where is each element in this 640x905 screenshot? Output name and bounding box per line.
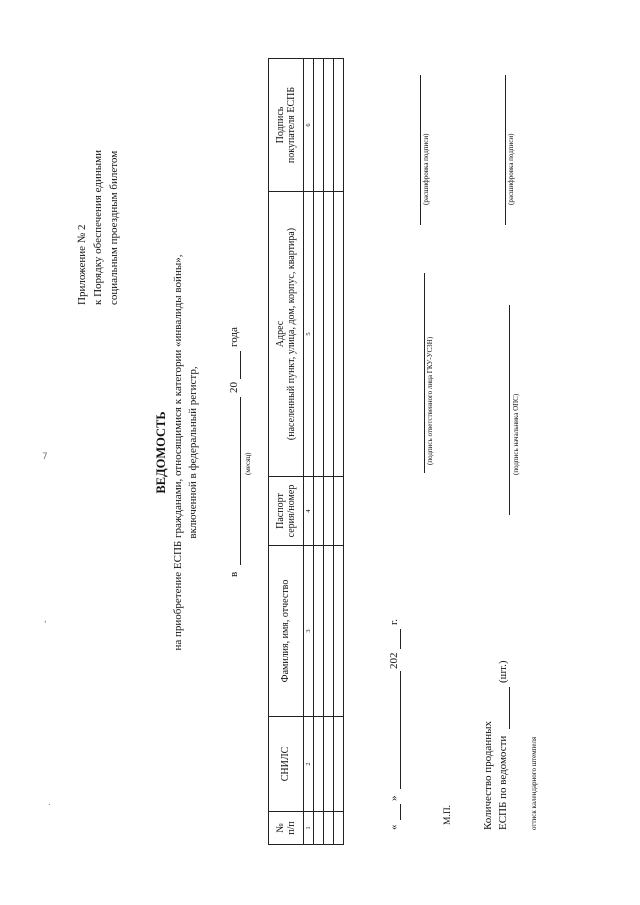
footer-day-blank [400,804,401,820]
table-cell[interactable] [324,546,334,717]
table-cell[interactable] [314,477,324,546]
table-header-row [269,59,304,845]
scan-mark: ' [44,620,47,630]
table-cell[interactable] [334,812,344,845]
table-cell[interactable] [334,477,344,546]
stamp-label: оттиск календарного штемпеля [530,736,538,830]
table-cell[interactable] [314,59,324,192]
month-hint: (месяц) [244,452,252,475]
date-prefix: в [228,571,240,577]
column-number: 6 [304,59,314,192]
appendix-line-1: Приложение № 2 [76,224,88,305]
decode-line-1 [420,75,421,225]
decode-label-2: (расшифровка подписи) [507,133,515,205]
page-number: 7 [42,452,48,462]
table-cell[interactable] [314,812,324,845]
form-table [268,58,344,845]
table-cell[interactable] [334,546,344,717]
footer-year-suffix: г. [388,618,400,625]
responsible-signature-label: (подпись ответственного лица ГКУ-УСЗН) [426,336,434,465]
table-cell[interactable] [314,192,324,477]
decode-line-2 [505,75,506,225]
table-cell[interactable] [324,59,334,192]
decode-label-1: (расшифровка подписи) [422,133,430,205]
count-label-line-1: Количество проданных [482,721,494,830]
table-cell[interactable] [334,192,344,477]
count-blank [509,687,510,729]
footer-month-blank [400,671,401,789]
table-cell[interactable] [314,717,324,812]
month-blank [240,397,241,565]
table-row [334,59,344,845]
count-label-line-2: ЕСПБ по ведомости [497,735,509,830]
table-cell[interactable] [314,546,324,717]
table-cell[interactable] [324,477,334,546]
table-number-row [304,59,314,845]
responsible-signature-line [424,273,425,473]
table-cell[interactable] [324,812,334,845]
count-unit: (шт.) [497,660,509,683]
chief-signature-line [509,305,510,515]
footer-date-close-quote: » [388,795,400,801]
column-number: 3 [304,546,314,717]
header-cell-index: № п/п [269,812,304,845]
year-suffix: года [228,327,240,347]
footer-year-prefix: 202 [388,652,400,669]
table-cell[interactable] [334,59,344,192]
subtitle-line-2: включенной в федеральный регистр, [187,366,199,539]
footer-year-blank [400,629,401,649]
table-cell[interactable] [324,192,334,477]
footer-date-open-quote: « [388,824,400,830]
column-number: 4 [304,477,314,546]
appendix-line-2: к Порядку обеспечения едиными [92,150,104,305]
document-title: ВЕДОМОСТЬ [154,411,168,494]
seal-placeholder: М.П. [443,804,453,825]
header-cell-fio: Фамилия, имя, отчество [269,546,304,717]
table-cell[interactable] [324,717,334,812]
column-number: 5 [304,192,314,477]
header-cell-signature: Подпись покупателя ЕСПБ [269,59,304,192]
header-cell-snils: СНИЛС [269,717,304,812]
table-row [324,59,334,845]
header-cell-passport: Паспорт серия/номер [269,477,304,546]
chief-signature-label: (подпись начальника ОПС) [512,393,520,475]
column-number: 2 [304,717,314,812]
scan-mark: . [48,798,51,808]
column-number: 1 [304,812,314,845]
subtitle-line-1: на приобретение ЕСПБ гражданами, относящимися к категории «инвалиды войны», [172,254,184,651]
table-cell[interactable] [334,717,344,812]
table-row [314,59,324,845]
appendix-line-3: социальным проездным билетом [108,150,120,305]
year-blank [240,351,241,379]
year-prefix: 20 [228,382,240,393]
header-cell-address: Адрес (населенный пункт, улица, дом, корпус, квартира) [269,192,304,477]
